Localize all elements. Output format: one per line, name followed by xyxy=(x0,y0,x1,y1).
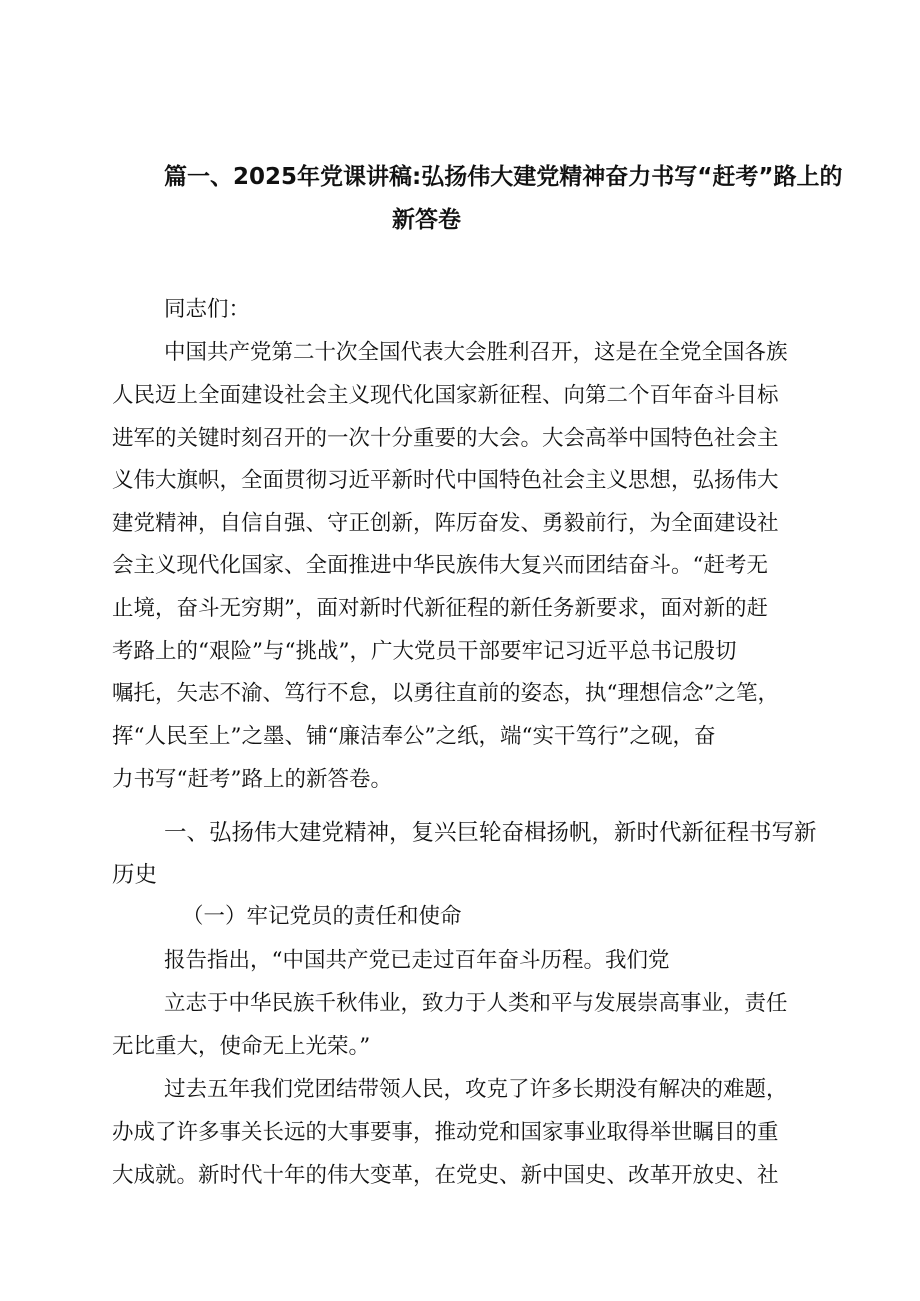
para3-line: 办成了许多事关长远的大事要事，推动党和国家事业取得举世瞩目的重 xyxy=(112,1120,779,1145)
subsection-heading: （一）牢记党员的责任和使命 xyxy=(182,904,462,929)
document-title-line2: 新答卷 xyxy=(392,207,461,233)
para1-line: 中国共产党第二十次全国代表大会胜利召开，这是在全党全国各族 xyxy=(164,340,788,365)
para1-line: 人民迈上全面建设社会主义现代化国家新征程、向第二个百年奋斗目标 xyxy=(112,383,779,408)
para2-line: 报告指出，“中国共产党已走过百年奋斗历程。我们党 xyxy=(164,948,670,973)
para1-line: 嘱托，矢志不渝、笃行不怠，以勇往直前的姿态，执“理想信念”之笔， xyxy=(112,681,779,706)
section-heading-line: 历史 xyxy=(112,862,158,888)
para2-line: 无比重大，使命无上光荣。” xyxy=(112,1034,371,1059)
salutation: 同志们： xyxy=(164,297,251,322)
para1-line: 建党精神，自信自强、守正创新，阵厉奋发、勇毅前行，为全面建设社 xyxy=(112,511,779,536)
para1-line: 义伟大旗帜，全面贯彻习近平新时代中国特色社会主义思想，弘扬伟大 xyxy=(112,468,779,493)
para2-line: 立志于中华民族千秋伟业，致力于人类和平与发展崇高事业，责任 xyxy=(164,991,788,1016)
para1-line: 力书写“赶考”路上的新答卷。 xyxy=(112,767,392,792)
para3-line: 过去五年我们党团结带领人民，攻克了许多长期没有解决的难题， xyxy=(164,1077,788,1102)
para1-line: 进军的关键时刻召开的一次十分重要的大会。大会高举中国特色社会主 xyxy=(112,426,779,451)
section-heading-line: 一、弘扬伟大建党精神，复兴巨轮奋楫扬帆，新时代新征程书写新 xyxy=(164,820,817,846)
para3-line: 大成就。新时代十年的伟大变革，在党史、新中国史、改革开放史、社 xyxy=(112,1163,779,1188)
para1-line: 会主义现代化国家、全面推进中华民族伟大复兴而团结奋斗。“赶考无 xyxy=(112,553,768,578)
para1-line: 考路上的“艰险”与“挑战”，广大党员干部要牢记习近平总书记殷切 xyxy=(112,639,737,664)
para1-line: 止境，奋斗无穷期”，面对新时代新征程的新任务新要求，面对新的赶 xyxy=(112,596,768,621)
document-title-line1: 篇一、2025年党课讲稿:弘扬伟大建党精神奋力书写“赶考”路上的 xyxy=(164,164,843,190)
para1-line: 挥“人民至上”之墨、铺“廉洁奉公”之纸，端“实干笃行”之砚，奋 xyxy=(112,724,716,749)
